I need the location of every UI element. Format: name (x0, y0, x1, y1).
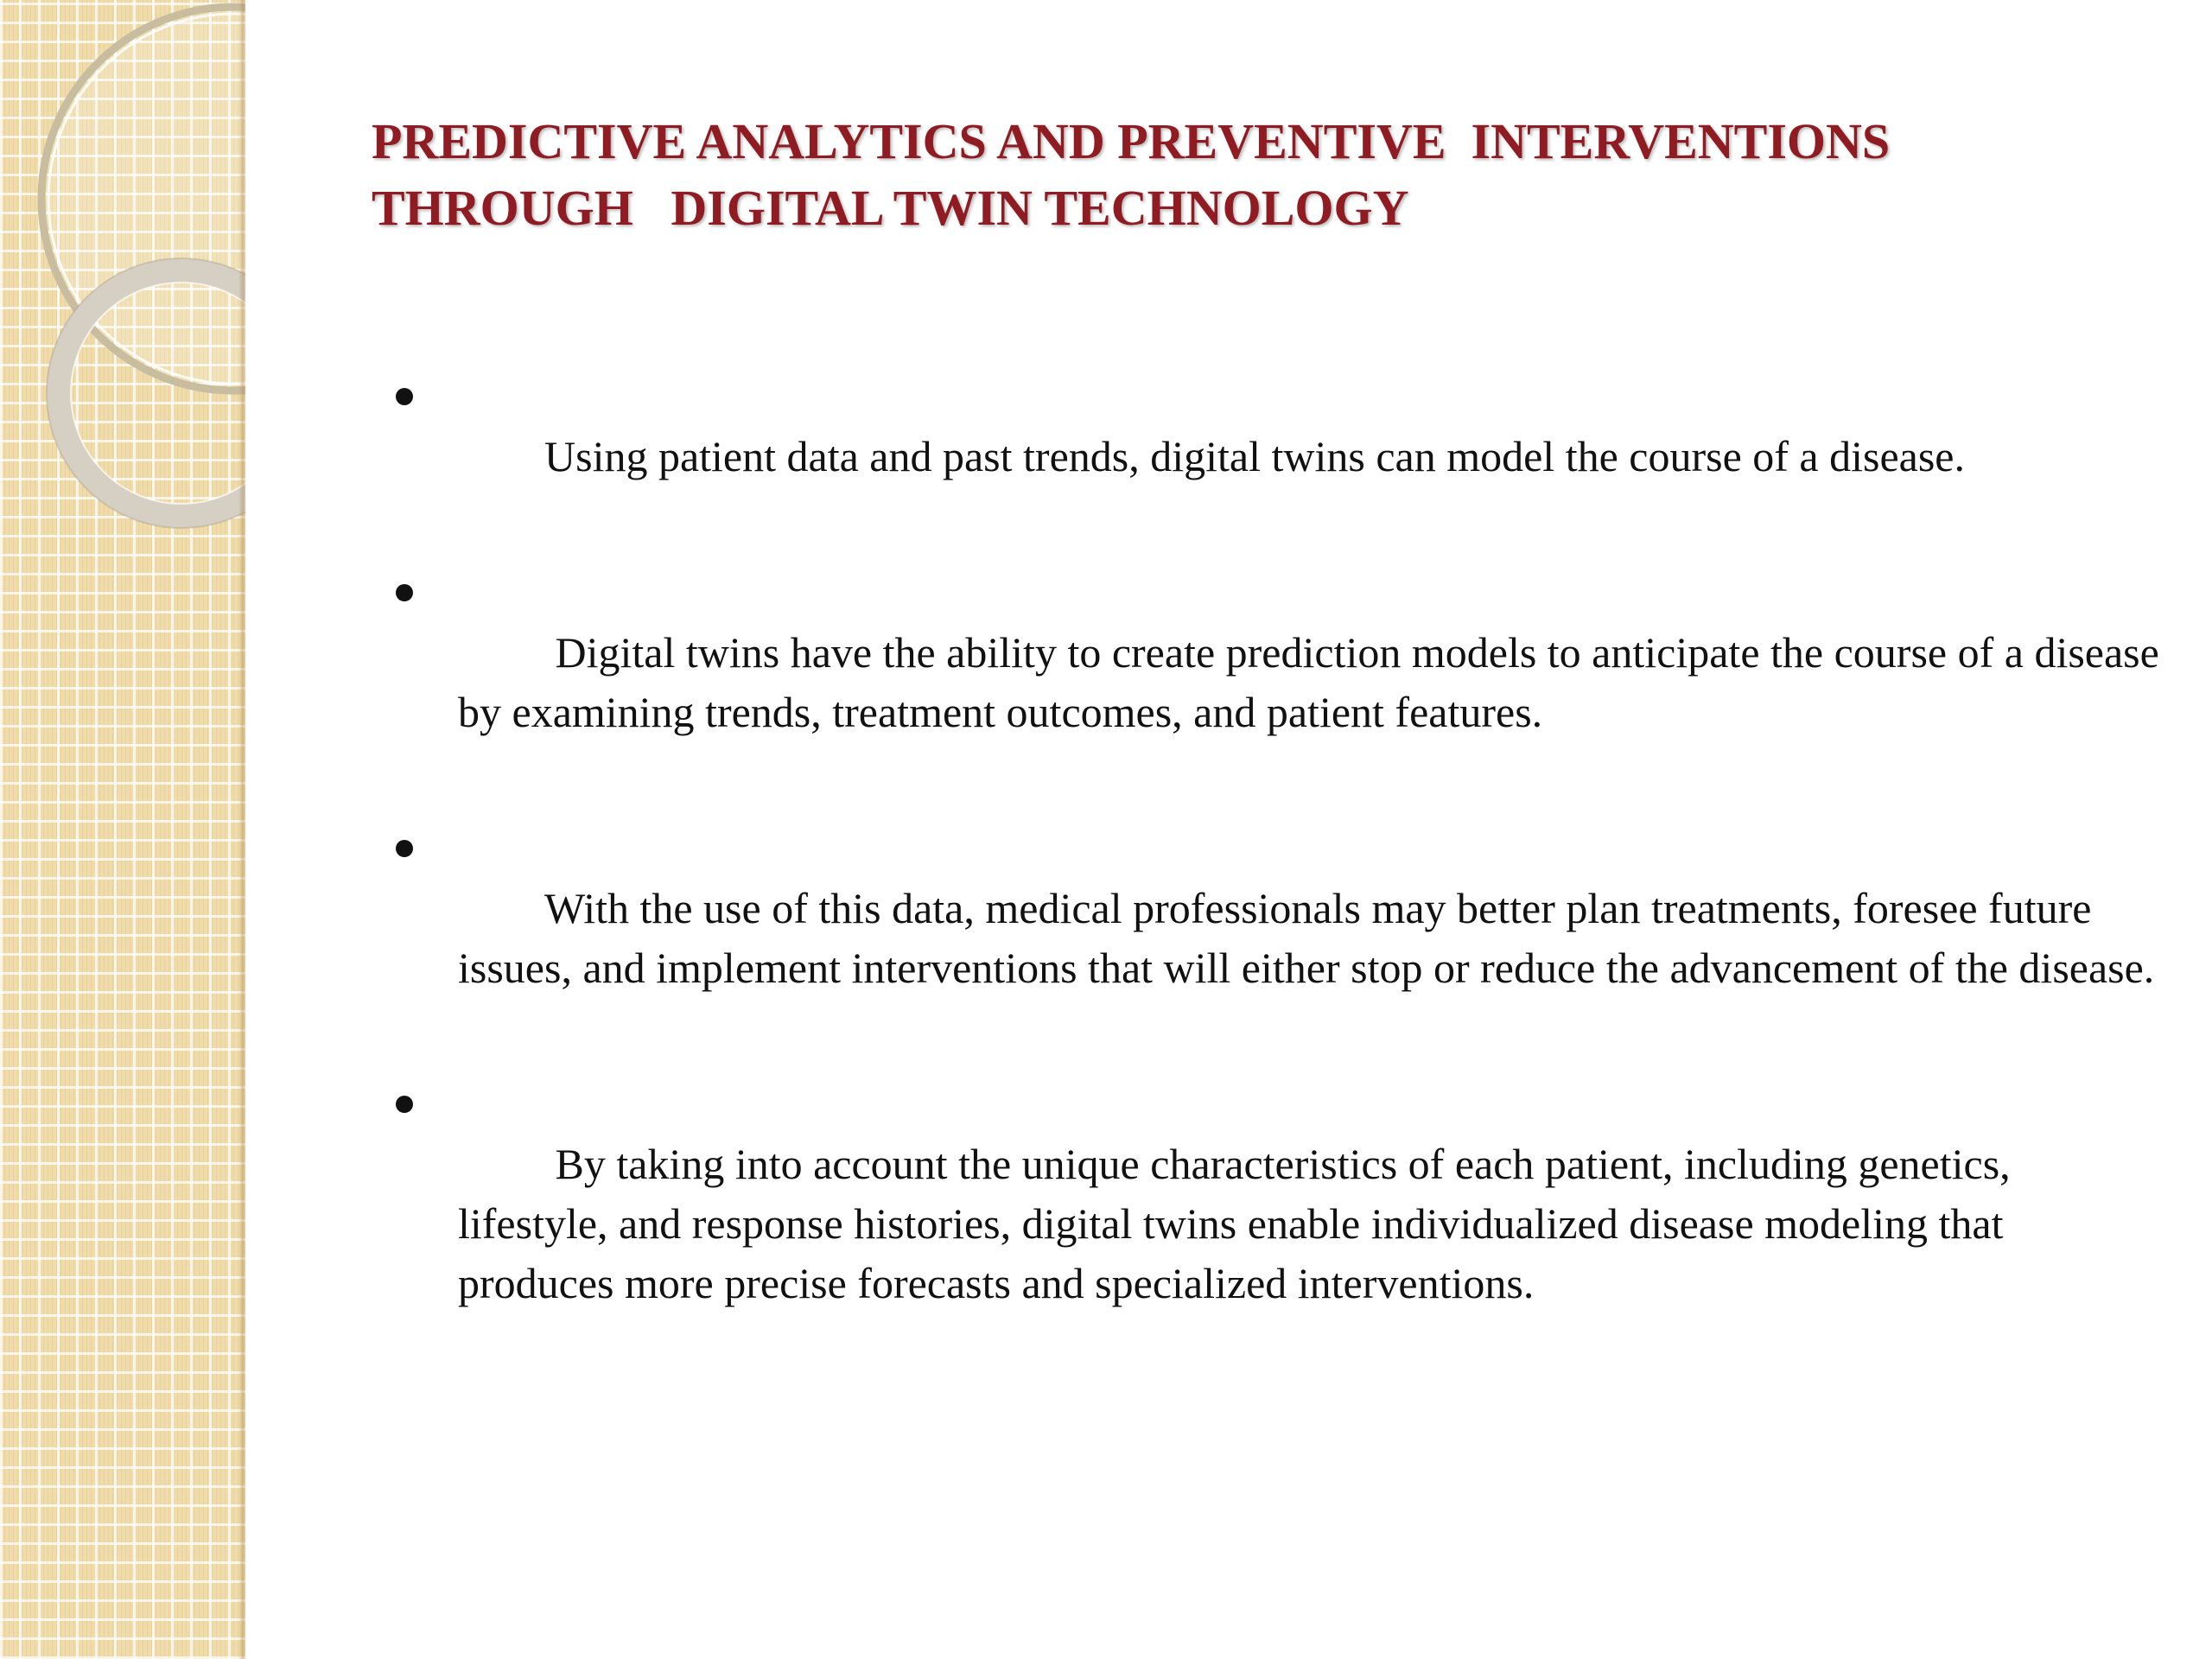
bullet-text: By taking into account the unique characteristics of each patient, including genetics, lifestyle, and response histories, digital twins enable individualized disease modeling that produces more precise forecasts and specialized interventions. (458, 1140, 2022, 1307)
bullet-dot-icon (396, 584, 413, 601)
slide-content (372, 108, 2171, 1307)
bullet-dot-icon (396, 840, 413, 857)
bullet-text: With the use of this data, medical professionals may better plan treatments, foresee future issues, and implement interventions that will either stop or reduce the advancement of the disease. (458, 884, 2155, 992)
bullet-dot-icon (396, 1096, 413, 1113)
bullet-item (372, 1075, 2169, 1373)
bullet-list (372, 367, 2169, 1390)
decorative-rings-graphic (0, 0, 245, 553)
bullet-text: Digital twins have the ability to create prediction models to anticipate the course of a disease by examining trends, treatment outcomes, and patient features. (458, 628, 2171, 736)
bullet-text: Using patient data and past trends, digital twins can model the course of a disease. (544, 432, 1965, 480)
slide-title-line-1: PREDICTIVE ANALYTICS AND PREVENTIVE INTERVENTIONS (372, 113, 1891, 169)
slide-title-line-2: THROUGH DIGITAL TWIN TECHNOLOGY (372, 180, 1409, 236)
bullet-item (372, 367, 2169, 546)
side-band-edge-shadow (238, 0, 245, 1659)
slide-title (372, 108, 2169, 241)
bullet-dot-icon (396, 388, 413, 405)
decorative-side-band (0, 0, 245, 1659)
bullet-item (372, 819, 2169, 1058)
bullet-item (372, 563, 2169, 802)
